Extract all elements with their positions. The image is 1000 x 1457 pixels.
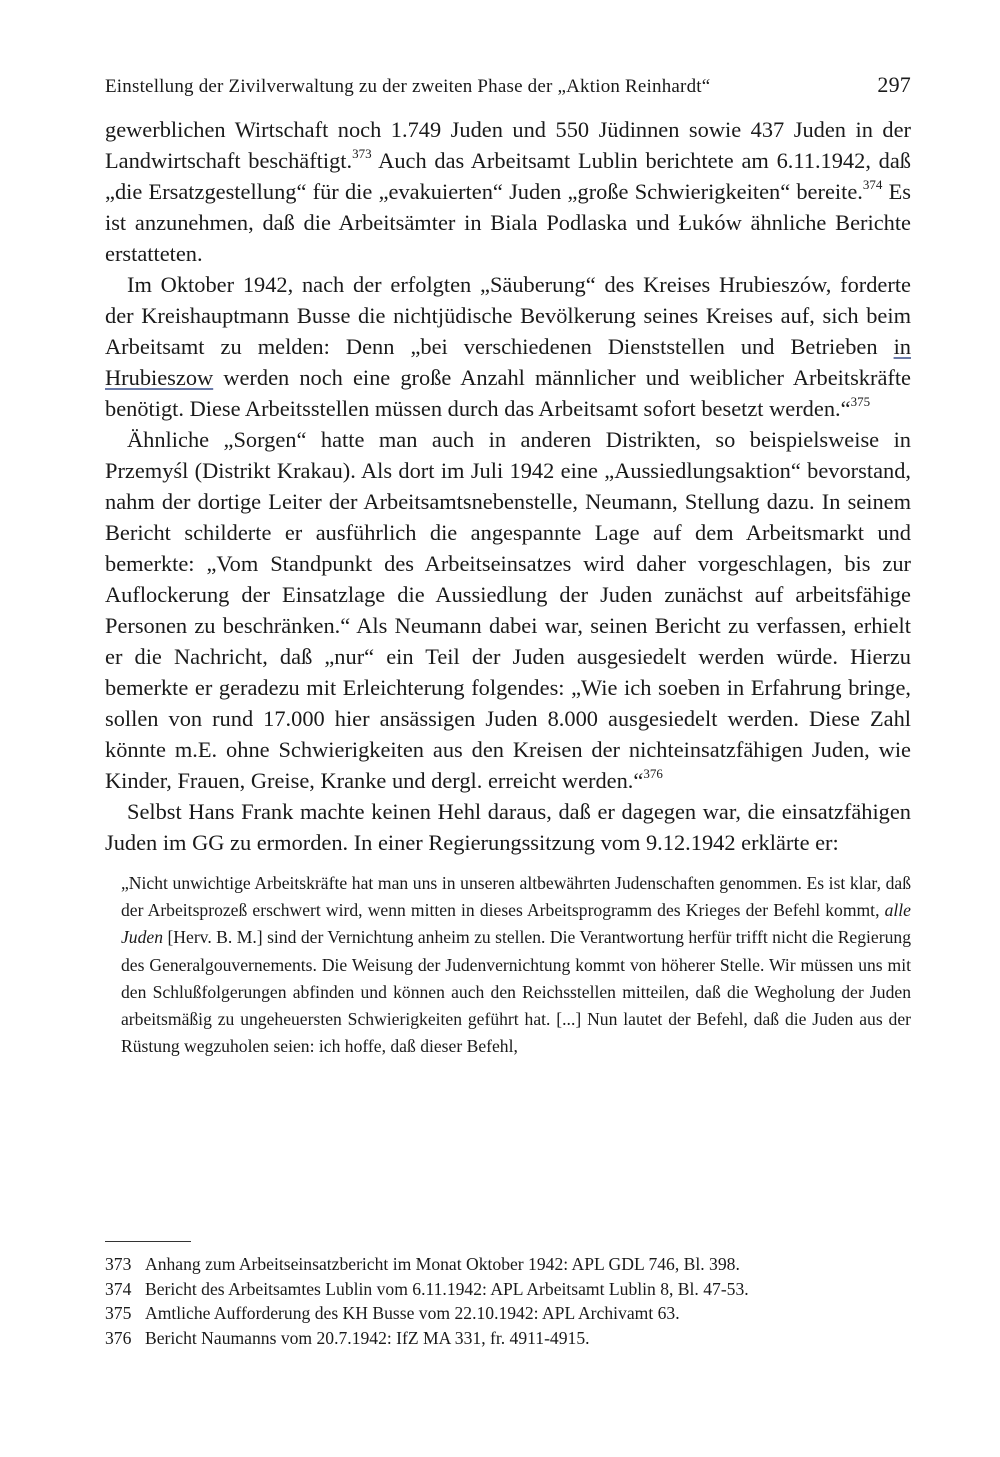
running-title: Einstellung der Zivilverwaltung zu der zweiten Phase der „Aktion Reinhardt“ [105, 76, 711, 97]
paragraph-3 [105, 424, 911, 796]
footnote-373 [105, 1252, 911, 1277]
paragraph-text: werden noch eine große Anzahl männlicher und weiblicher Arbeitskräfte benötigt. Diese Arbeitsstellen müssen durch das Arbeitsamt sofort besetzt werden.“ [105, 365, 911, 421]
footnote-ref-375[interactable]: 375 [850, 393, 871, 409]
quote-text: „Nicht unwichtige Arbeitskräfte hat man uns in unseren altbewährten Judenschaften genommen. Es ist klar, daß der Arbeitsprozeß erschwert wird, wenn mitten in dieses Arbeitsprogramm des Krieges der Befehl kommt, [121, 873, 911, 921]
footnote-ref-373[interactable]: 373 [352, 145, 372, 161]
paragraph-text: gewerblichen Wirtschaft noch 1.749 Juden und 550 Jüdinnen sowie 437 Juden in der Landwirtschaft beschäftigt. [105, 117, 911, 173]
quote-text: [Herv. B. M.] sind der Vernichtung anheim zu stellen. Die Verantwortung herfür trifft nicht die Regierung des Generalgouvernements. Die Weisung der Judenvernichtung kommt von höherer Stelle. Wir müssen uns mit den Schlußfolgerungen abfinden und können auch den Reichsstellen mitteilen, daß die Wegholung der Juden arbeitsmäßig zu ungeheuersten Schwierigkeiten geführt hat. [...] Nun lautet der Befehl, daß die Juden aus der Rüstung wegzuholen seien: ich hoffe, daß dieser Befehl, [121, 927, 911, 1057]
footnote-374 [105, 1277, 911, 1302]
paragraph-1 [105, 114, 911, 269]
running-head [105, 72, 911, 98]
quote-emphasis: alle Juden [121, 900, 911, 948]
page-content [105, 72, 911, 1060]
paragraph-text: Ähnliche „Sorgen“ hatte man auch in anderen Distrikten, so beispielsweise in Przemyśl (Distrikt Krakau). Als dort im Juli 1942 eine „Aussiedlungsaktion“ bevorstand, nahm der dortige Leiter der Arbeitsamtsnebenstelle, Neumann, Stellung dazu. In seinem Bericht schilderte er ausführlich die angespannte Lage auf dem Arbeitsmarkt und bemerkte: „Vom Standpunkt des Arbeitseinsatzes wird daher vorgeschlagen, bis zur Auflockerung der Einsatzlage die Aussiedlung der Juden zunächst auf arbeitsfähige Personen zu beschränken.“ Als Neumann dabei war, seinen Bericht zu verfassen, erhielt er die Nachricht, daß „nur“ ein Teil der Juden ausgesiedelt werden würde. Hierzu bemerkte er geradezu mit Erleichterung folgendes: „Wie ich soeben in Erfahrung bringe, sollen von rund 17.000 hier ansässigen Juden 8.000 ausgesiedelt werden. Diese Zahl könnte m.E. ohne Schwierigkeiten aus den Kreisen der nichteinsatzfähigen Juden, wie Kinder, Frauen, Greise, Kranke und dergl. erreicht werden.“ [105, 427, 911, 793]
body-text [105, 114, 911, 858]
paragraph-text: Selbst Hans Frank machte keinen Hehl daraus, daß er dagegen war, die einsatzfähigen Juden im GG zu ermorden. In einer Regierungssitzung vom 9.12.1942 erklärte er: [105, 799, 911, 855]
paragraph-text: Auch das Arbeitsamt Lublin berichtete am 6.11.1942, daß „die Ersatzgestellung“ für die „evakuierten“ Juden „große Schwierigkeiten“ bereite. [105, 148, 911, 204]
footnote-number: 373 [105, 1254, 132, 1274]
footnote-number: 375 [105, 1303, 132, 1323]
footnote-375 [105, 1301, 911, 1326]
paragraph-2 [105, 269, 911, 424]
footnote-number: 374 [105, 1278, 132, 1299]
footnote-ref-376[interactable]: 376 [643, 765, 663, 781]
footnotes [105, 1252, 911, 1350]
footnote-ref-374[interactable]: 374 [862, 176, 883, 192]
paragraph-4 [105, 796, 911, 858]
footnote-number: 376 [105, 1327, 132, 1348]
underlined-text: in Hrubieszow [105, 334, 911, 390]
paragraph-text: Im Oktober 1942, nach der erfolgten „Säuberung“ des Kreises Hrubieszów, forderte der Kreishauptmann Busse die nichtjüdische Bevölkerung seines Kreises auf, sich beim Arbeitsamt zu melden: Denn „bei verschiedenen Dienststellen und Betrieben [105, 272, 911, 359]
block-quote [121, 870, 911, 1060]
footnote-text: Bericht des Arbeitsamtes Lublin vom 6.11.1942: APL Arbeitsamt Lublin 8, Bl. 47-53. [145, 1278, 749, 1299]
footnote-text: Anhang zum Arbeitseinsatzbericht im Monat Oktober 1942: APL GDL 746, Bl. 398. [145, 1254, 740, 1274]
footnote-divider [105, 1241, 191, 1242]
footnote-376 [105, 1326, 911, 1351]
footnote-text: Bericht Naumanns vom 20.7.1942: IfZ MA 331, fr. 4911-4915. [145, 1327, 590, 1348]
footnote-text: Amtliche Aufforderung des KH Busse vom 22.10.1942: APL Archivamt 63. [145, 1303, 680, 1323]
paragraph-text: Es ist anzunehmen, daß die Arbeitsämter in Biala Podlaska und Łuków ähnliche Berichte erstatteten. [105, 179, 911, 266]
page-number: 297 [877, 72, 911, 97]
